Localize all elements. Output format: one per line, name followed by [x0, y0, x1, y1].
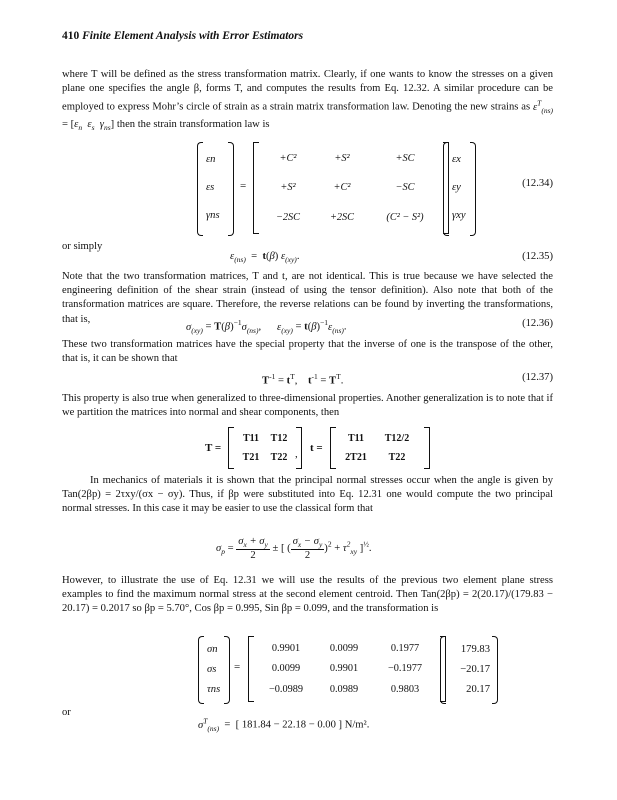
paragraph-6-continued: Then Tan(2βp) = 2(20.17)/(179.83 − 20.17) = 0.2017 so βp = 5.70°, Cos βp = 0.995, Sin βp = 0.099, and the transformation is	[62, 589, 553, 615]
book-title: Finite Element Analysis with Error Estimators	[82, 30, 304, 42]
numeric-matrix: 0.9901 0.0099 0.1977 0.0099 0.9901 −0.1977 −0.0989 0.0989 0.9803	[248, 636, 446, 702]
strain-vector-def: $\varepsilon^T_{(ns)}$	[532, 98, 553, 116]
numeric-rhs: 179.83 −20.17 20.17	[460, 644, 490, 695]
paragraph-1: where T will be defined as the stress transformation matrix. Clearly, if one wants to know the stresses on a given plane one specifies the angle β, forms T, and computes the results from Eq. 12.32. A similar procedure can be employed to express Mohr’s circle of strain as a strain matrix transformation law. Denoting the new strains as $\varepsilon^T_{(ns)} = [\varepsilon_n$ $\varepsilon_s$ $\gamma_{ns}$] then the strain transformation law is	[62, 69, 553, 133]
or-label: or	[62, 707, 71, 718]
principal-stress-formula: $\sigma_p$ = $\frac{\sigma_x + \sigma_y}{2}$ ± [ ( $\frac{\sigma_x - \sigma_y}{2}$ )$^2 + \tau^2_{xy}$ ]$^{\frac{1}{2}}$.	[216, 536, 372, 562]
eq1234-lhs: εn εs γns	[206, 154, 220, 221]
lhs-brace-right	[228, 142, 234, 236]
paragraph-6: However, to illustrate the use of Eq. 12.31 we will use the results of the previous two element plane stress examples to find the maximum normal stress at the second element centroid. Then Tan(2βp) = 2(20.17)/(179.83 − 20.17) = 0.2017 so βp = 5.70°, Cos βp = 0.995, Sin βp = 0.099, and the transformation is	[62, 575, 553, 615]
paragraph-4: This property is also true when generalized to three-dimensional properties. Another generalization is to note that if we partition the matrices into normal and shear components, then	[62, 393, 553, 419]
paragraph-1-tail: then the strain transformation law is	[116, 119, 270, 131]
or-simply-label: or simply	[62, 241, 103, 252]
eq-number-12-35: (12.35)	[522, 251, 553, 262]
partition-T-matrix: T11 T12 T21 T22	[228, 427, 302, 469]
equation-12-37: $T^{-1} = t^T$, $t^{-1} = T^T$.	[262, 372, 344, 387]
partition-t-matrix: T11 T12/2 2T21 T22	[330, 427, 430, 469]
eq1234-rhs: εx εy γxy	[452, 154, 466, 221]
numeric-lhs: σn σs τns	[207, 644, 221, 695]
eq-number-12-34: (12.34)	[522, 178, 553, 189]
paragraph-1-text: where T will be defined as the stress transformation matrix. Clearly, if one wants to know the stresses on a given plane one specifies the angle β, forms T, and computes the results from Eq. 12.32. A similar procedure can be employed to express Mohr’s circle of strain as a strain matrix transformation law. Denoting the new strains as	[62, 69, 553, 113]
paragraph-5: In mechanics of materials it is shown that the principal normal stresses occur when the angle is given by Tan(2βp) = 2τxy/(σx − σy). Thus, if βp were substituted into Eq. 12.31 one would compute the two principal normal stresses. In this case it may be easier to use the classical form that	[62, 475, 553, 515]
eq1234-matrix: +C² +S² +SC +S² +C² −SC −2SC +2SC (C² − S²)	[253, 142, 449, 234]
paragraph-2: Note that the two transformation matrices, T and t, are not identical. This is true because we have selected the engineering definition of the shear strain (instead of using the tensor definition). Also note that both of the transformation matrices are square. Therefore, the reverse relations can be found by inverting the transformations, that is,	[62, 271, 553, 325]
running-header	[62, 30, 303, 42]
result-equation: $\sigma^T_{(ns)}$ = [ 181.84 − 22.18 − 0.00 ] N/m².	[198, 716, 370, 733]
eq-number-12-37: (12.37)	[522, 372, 553, 383]
paragraph-3: These two transformation matrices have the special property that the inverse of one is the transpose of the other, that is, it can be shown that	[62, 339, 553, 365]
result-values: [ 181.84 − 22.18 − 0.00 ] N/m²	[235, 719, 367, 731]
page-number: 410	[62, 30, 80, 42]
equation-12-36: $\sigma_{(xy)} = T(\beta)^{-1}\sigma_{(ns)}$, $\varepsilon_{(xy)} = t(\beta)^{-1}\varepsilon_{(ns)}$.	[186, 318, 347, 335]
eq-number-12-36: (12.36)	[522, 318, 553, 329]
lhs-brace-left	[197, 142, 203, 236]
page: 410 Finite Element Analysis with Error Estimators where T will be defined as the stress transformation matrix. Clearly, if one wants to know the stresses on a given plane one specifies the angle β, forms T, and computes the results from Eq. 12.32. A similar procedure can be employed to express Mohr’s circle of strain as a strain matrix transformation law. Denoting the new strains as $\varepsilon^T_{(ns)} = [\varepsilon_n$ $\varepsilon_s$ $\gamma_{ns}$] then the strain transformation law is εn εs γns = +C² +S² +SC +S² +C² −SC −2SC +2SC (C² − S²) εx εy γxy (12.34) or simply $\varepsilon_{(ns)} = t(\beta)$ $\varepsilon_{(xy)}$. (12.35) Note that the two transformation matrices, T and t, are not identical. This is true because we have selected the engineering definition of the shear strain (instead of using the tensor definition). Also note that both of the transformation matrices are square. Therefore, the reverse relations can be found by inverting the transformations, that is, $\sigma_{(xy)} = T(\beta)^{-1}\sigma_{(ns)}$, $\varepsilon_{(xy)} = t(\beta)^{-1}\varepsilon_{(ns)}$. (12.36) These two transformation matrices have the special property that the inverse of one is the transpose of the other, that is, it can be shown that $T^{-1} = t^T$, $t^{-1} = T^T$. (12.37) This property is also true when generalized to three-dimensional properties. Another generalization is to note that if we partition the matrices into normal and shear components, then T = T11 T12 T21 T22 , t = T11 T12/2 2T21 T22 In mechanics of materials it is shown that the principal normal stresses occur when the angle is given by Tan(2βp) = 2τxy/(σx − σy). Thus, if βp were substituted into Eq. 12.31 one would compute the two principal normal stresses. In this case it may be easier to use the classical form that $\sigma_p$ = $\frac{\sigma_x + \sigma_y}{2}$ ± [ ( $\frac{\sigma_x - \sigma_y}{2}$ )$^2 + \tau^2_{xy}$ ]$^{\frac{1}{2}}$. However, to illustrate the use of Eq. 12.31 we will use the results of the previous two element plane stress examples to find the maximum normal stress at the second element centroid. Then Tan(2βp) = 2(20.17)/(179.83 − 20.17) = 0.2017 so βp = 5.70°, Cos βp = 0.995, Sin βp = 0.099, and the transformation is σn σs τns = 0.9901 0.0099 0.1977 0.0099 0.9901 −0.1977 −0.0989 0.0989 0.9803 179.83 −20.17 20.17 or $\sigma^T_{(ns)}$ = [ 181.84 − 22.18 − 0.00 ] N/m².	[62, 30, 553, 733]
equation-12-35: $\varepsilon_{(ns)} = t(\beta)$ $\varepsilon_{(xy)}$.	[230, 251, 300, 265]
